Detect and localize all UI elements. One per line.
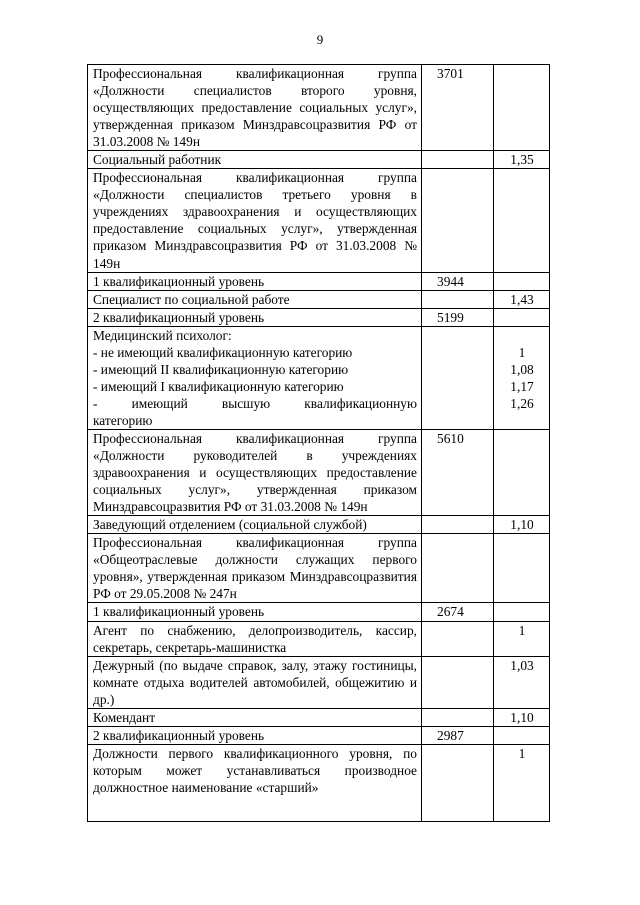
position-name: Должности первого квалификационного уровня, по которым может устанавливаться производное должностное наименование «старший»	[88, 744, 422, 821]
group-code	[422, 516, 494, 534]
coefficient	[494, 326, 550, 429]
coefficient	[494, 308, 550, 326]
position-name	[88, 326, 422, 429]
position-name: Агент по снабжению, делопроизводитель, кассир, секретарь, секретарь-машинистка	[88, 621, 422, 656]
group-code	[422, 656, 494, 708]
position-name: Профессиональная квалификационная группа «Должности руководителей в учреждениях здравоохранения и осуществляющих предоставление социальных услуг», утвержденная приказом Минздравсоцразвития РФ от 31.03.2008 № 149н	[88, 429, 422, 515]
table-row	[88, 151, 550, 169]
table-row	[88, 326, 550, 429]
table-row	[88, 429, 550, 515]
coefficient	[494, 726, 550, 744]
group-code: 5610	[422, 429, 494, 515]
position-name: 1 квалификационный уровень	[88, 272, 422, 290]
table-row	[88, 708, 550, 726]
group-code	[422, 290, 494, 308]
coefficient: 1,03	[494, 656, 550, 708]
category-line: - имеющий высшую квалификационную	[93, 395, 417, 411]
table-row	[88, 621, 550, 656]
category-line: категорию	[93, 412, 153, 428]
category-line: - имеющий II квалификационную категорию	[93, 361, 349, 377]
table-row	[88, 290, 550, 308]
group-code	[422, 326, 494, 429]
position-name: Профессиональная квалификационная группа «Должности специалистов второго уровня, осуществляющих предоставление социальных услуг», утвержденная приказом Минздравсоцразвития РФ от 31.03.2008 № 149н	[88, 65, 422, 151]
position-name: 2 квалификационный уровень	[88, 308, 422, 326]
coefficient: 1,43	[494, 290, 550, 308]
coefficient: 1,10	[494, 516, 550, 534]
group-code	[422, 534, 494, 603]
page-number: 9	[316, 32, 324, 47]
coefficient	[494, 65, 550, 151]
coefficient: 1	[494, 621, 550, 656]
coefficient: 1,35	[494, 151, 550, 169]
group-code	[422, 621, 494, 656]
position-name: 1 квалификационный уровень	[88, 603, 422, 621]
position-name: Заведующий отделением (социальной службой)	[88, 516, 422, 534]
group-code: 3944	[422, 272, 494, 290]
coefficient: 1	[494, 744, 550, 821]
position-name: 2 квалификационный уровень	[88, 726, 422, 744]
table-row	[88, 516, 550, 534]
group-code: 2987	[422, 726, 494, 744]
table-row	[88, 726, 550, 744]
table-row	[88, 65, 550, 151]
table-row	[88, 534, 550, 603]
position-name: Профессиональная квалификационная группа «Должности специалистов третьего уровня в учреждениях здравоохранения и осуществляющих предоставление социальных услуг», утвержденная приказом Минздравсоцразвития РФ от 31.03.2008 № 149н	[88, 169, 422, 272]
group-code	[422, 708, 494, 726]
position-name: Профессиональная квалификационная группа «Общеотраслевые должности служащих первого уровня», утвержденная приказом Минздравсоцразвития РФ от 29.05.2008 № 247н	[88, 534, 422, 603]
coefficient-spacer	[499, 327, 545, 344]
qualification-table	[87, 64, 550, 822]
group-code	[422, 169, 494, 272]
group-code	[422, 151, 494, 169]
category-line: - не имеющий квалификационную категорию	[93, 344, 353, 360]
coefficient: 1,10	[494, 708, 550, 726]
coefficient	[494, 534, 550, 603]
table-row	[88, 308, 550, 326]
table-row	[88, 603, 550, 621]
coefficient-value: 1,08	[510, 361, 534, 377]
table-row	[88, 272, 550, 290]
group-code	[422, 744, 494, 821]
position-name: Комендант	[88, 708, 422, 726]
psychologist-heading: Медицинский психолог:	[93, 327, 232, 343]
position-name: Специалист по социальной работе	[88, 290, 422, 308]
coefficient	[494, 603, 550, 621]
position-name: Дежурный (по выдаче справок, залу, этажу гостиницы, комнате отдыха водителей автомобилей, общежитию и др.)	[88, 656, 422, 708]
group-code: 2674	[422, 603, 494, 621]
coefficient	[494, 169, 550, 272]
group-code: 3701	[422, 65, 494, 151]
coefficient-value: 1,17	[510, 378, 534, 394]
coefficient	[494, 429, 550, 515]
table-row	[88, 656, 550, 708]
coefficient	[494, 272, 550, 290]
coefficient-value: 1,26	[510, 395, 534, 411]
category-line: - имеющий I квалификационную категорию	[93, 378, 344, 394]
coefficient-value: 1	[518, 344, 526, 360]
table-row	[88, 169, 550, 272]
group-code: 5199	[422, 308, 494, 326]
position-name: Социальный работник	[88, 151, 422, 169]
table-row	[88, 744, 550, 821]
